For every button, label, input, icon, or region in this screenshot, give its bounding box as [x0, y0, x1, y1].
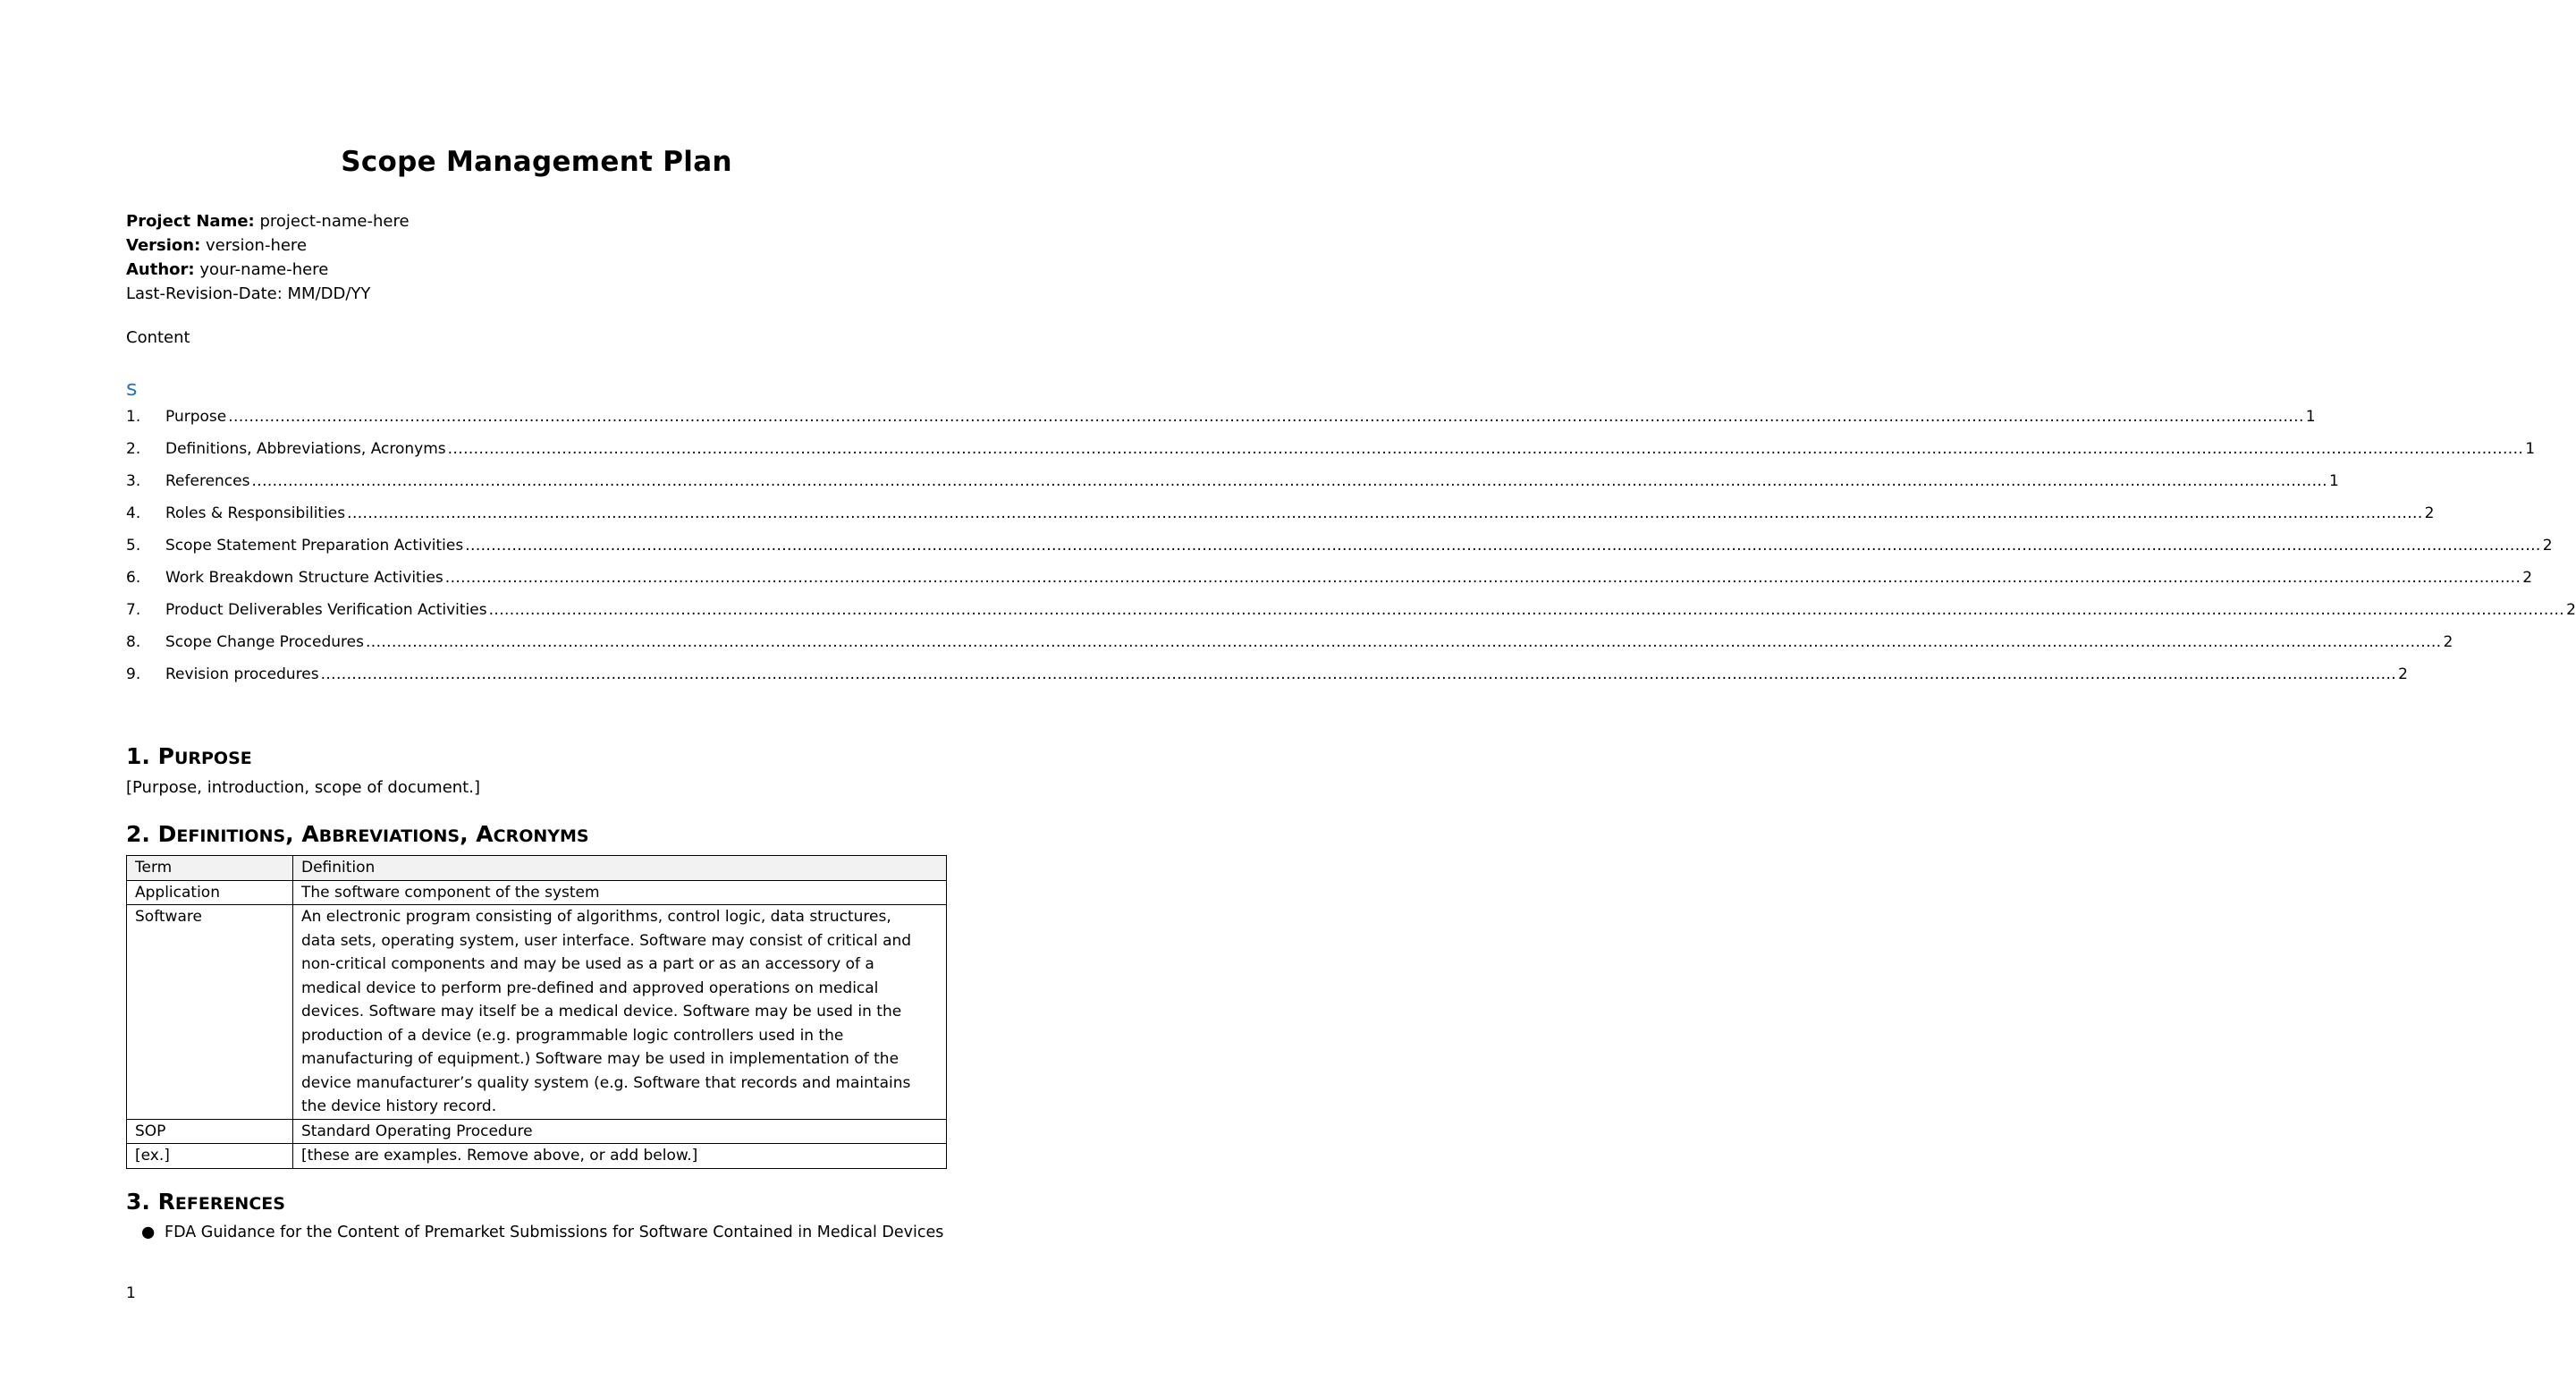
- document-metadata: [126, 209, 410, 306]
- definition-line: [these are examples. Remove above, or add below.]: [301, 1147, 698, 1165]
- column-header-definition: Definition: [293, 856, 947, 881]
- definition-cell: [293, 905, 947, 1120]
- toc-entry[interactable]: [126, 440, 2536, 472]
- toc-entry-page: 2: [2542, 537, 2553, 555]
- toc-entry[interactable]: [126, 601, 2576, 633]
- toc-entry[interactable]: [126, 569, 2533, 601]
- meta-author-row: [126, 258, 410, 282]
- toc-heading: s: [126, 376, 138, 401]
- definition-line: non-critical components and may be used as a part or as an accessory of a: [301, 955, 874, 973]
- definition-line: Standard Operating Procedure: [301, 1122, 533, 1140]
- definition-cell: [293, 1144, 947, 1169]
- section-title: REFERENCES: [157, 1189, 285, 1215]
- toc-entry-page: 2: [2424, 504, 2435, 522]
- definition-line: data sets, operating system, user interface. Software may consist of critical and: [301, 931, 912, 950]
- toc-entry-title: Revision procedures: [165, 665, 319, 683]
- term-cell: Software: [127, 905, 293, 1120]
- definition-line: medical device to perform pre-defined and approved operations on medical: [301, 978, 879, 997]
- definition-line: An electronic program consisting of algorithms, control logic, data structures,: [301, 908, 891, 926]
- project-name-value: project-name-here: [259, 212, 410, 231]
- toc-entry[interactable]: [126, 504, 2435, 537]
- definition-line: devices. Software may itself be a medical device. Software may be used in the: [301, 1003, 902, 1021]
- toc-entry-page: 2: [2398, 665, 2408, 683]
- toc-entry-number: 4.: [126, 504, 141, 522]
- definitions-table: [126, 855, 947, 1169]
- purpose-body: [Purpose, introduction, scope of document.]: [126, 778, 480, 797]
- toc-entry-number: 5.: [126, 537, 141, 555]
- section-number: 1.: [126, 743, 150, 769]
- toc-dot-leader: ................................................................................................................................................................................................................................................................................................................................................................................................................: [365, 633, 2442, 651]
- toc-entry-page: 1: [2329, 472, 2339, 490]
- toc-entry-number: 9.: [126, 665, 141, 683]
- bullet-icon: ●: [141, 1224, 156, 1241]
- definition-cell: [293, 880, 947, 905]
- section-title: PURPOSE: [157, 743, 252, 769]
- toc-entry-title: Scope Change Procedures: [165, 633, 364, 651]
- toc-dot-leader: ................................................................................................................................................................................................................................................................................................................................................................................................................: [228, 408, 2304, 426]
- section-number: 3.: [126, 1189, 150, 1215]
- toc-dot-leader: ................................................................................................................................................................................................................................................................................................................................................................................................................: [444, 569, 2521, 587]
- definition-line: the device history record.: [301, 1097, 497, 1115]
- toc-entry-page: 1: [2305, 408, 2316, 426]
- toc-dot-leader: ................................................................................................................................................................................................................................................................................................................................................................................................................: [320, 665, 2397, 683]
- term-cell: SOP: [127, 1119, 293, 1144]
- toc-entry-number: 8.: [126, 633, 141, 651]
- toc-entry[interactable]: [126, 633, 2454, 665]
- author-value: your-name-here: [199, 260, 329, 279]
- toc-entry-title: Definitions, Abbreviations, Acronyms: [165, 440, 446, 458]
- definition-line: manufacturing of equipment.) Software may be used in implementation of the: [301, 1050, 899, 1068]
- term-cell: [ex.]: [127, 1144, 293, 1169]
- reference-list-item: [141, 1224, 943, 1241]
- version-label: Version:: [126, 236, 201, 255]
- section-heading-definitions: [126, 821, 589, 847]
- toc-entry-number: 6.: [126, 569, 141, 587]
- definition-line: device manufacturer’s quality system (e.g. Software that records and maintains: [301, 1073, 911, 1092]
- toc-dot-leader: ................................................................................................................................................................................................................................................................................................................................................................................................................: [447, 440, 2524, 458]
- term-cell: Application: [127, 880, 293, 905]
- toc-entry-page: 1: [2525, 440, 2536, 458]
- table-row: [127, 880, 947, 905]
- author-label: Author:: [126, 260, 195, 279]
- toc-entry-title: Product Deliverables Verification Activities: [165, 601, 487, 619]
- version-value: version-here: [206, 236, 308, 255]
- toc-entry-title: Purpose: [165, 408, 227, 426]
- toc-entry-title: Work Breakdown Structure Activities: [165, 569, 443, 587]
- toc-entry[interactable]: [126, 665, 2408, 698]
- definition-line: The software component of the system: [301, 883, 600, 902]
- definition-cell: [293, 1119, 947, 1144]
- toc-entry[interactable]: [126, 537, 2553, 569]
- toc-entry[interactable]: [126, 472, 2339, 504]
- table-row: [127, 1144, 947, 1169]
- toc-entry-number: 7.: [126, 601, 141, 619]
- toc-entry-page: 2: [2443, 633, 2454, 651]
- page-number: 1: [126, 1284, 136, 1302]
- table-header-row: [127, 856, 947, 881]
- section-heading-references: [126, 1189, 285, 1215]
- meta-version-row: [126, 233, 410, 258]
- document-title: Scope Management Plan: [341, 146, 732, 178]
- meta-project-row: [126, 209, 410, 233]
- content-label: Content: [126, 328, 190, 347]
- toc-entry-page: 2: [2566, 601, 2576, 619]
- toc-entry-number: 3.: [126, 472, 141, 490]
- toc-dot-leader: ................................................................................................................................................................................................................................................................................................................................................................................................................: [488, 601, 2565, 619]
- toc-dot-leader: ................................................................................................................................................................................................................................................................................................................................................................................................................: [347, 504, 2423, 522]
- table-of-contents: [126, 408, 2576, 698]
- toc-entry-title: References: [165, 472, 250, 490]
- toc-entry[interactable]: [126, 408, 2316, 440]
- last-revision-date: Last-Revision-Date: MM/DD/YY: [126, 284, 371, 303]
- toc-dot-leader: ................................................................................................................................................................................................................................................................................................................................................................................................................: [251, 472, 2327, 490]
- table-row: [127, 905, 947, 1120]
- toc-entry-title: Roles & Responsibilities: [165, 504, 346, 522]
- section-title: DEFINITIONS, ABBREVIATIONS, ACRONYMS: [157, 821, 589, 847]
- toc-entry-page: 2: [2522, 569, 2533, 587]
- toc-entry-number: 1.: [126, 408, 141, 426]
- table-row: [127, 1119, 947, 1144]
- column-header-term: Term: [127, 856, 293, 881]
- section-heading-purpose: [126, 743, 252, 769]
- reference-text: FDA Guidance for the Content of Premarket Submissions for Software Contained in Medical Devices: [165, 1224, 944, 1241]
- section-number: 2.: [126, 821, 150, 847]
- toc-entry-number: 2.: [126, 440, 141, 458]
- definition-line: production of a device (e.g. programmable logic controllers used in the: [301, 1026, 844, 1045]
- project-name-label: Project Name:: [126, 212, 255, 231]
- toc-entry-title: Scope Statement Preparation Activities: [165, 537, 464, 555]
- toc-dot-leader: ................................................................................................................................................................................................................................................................................................................................................................................................................: [465, 537, 2541, 555]
